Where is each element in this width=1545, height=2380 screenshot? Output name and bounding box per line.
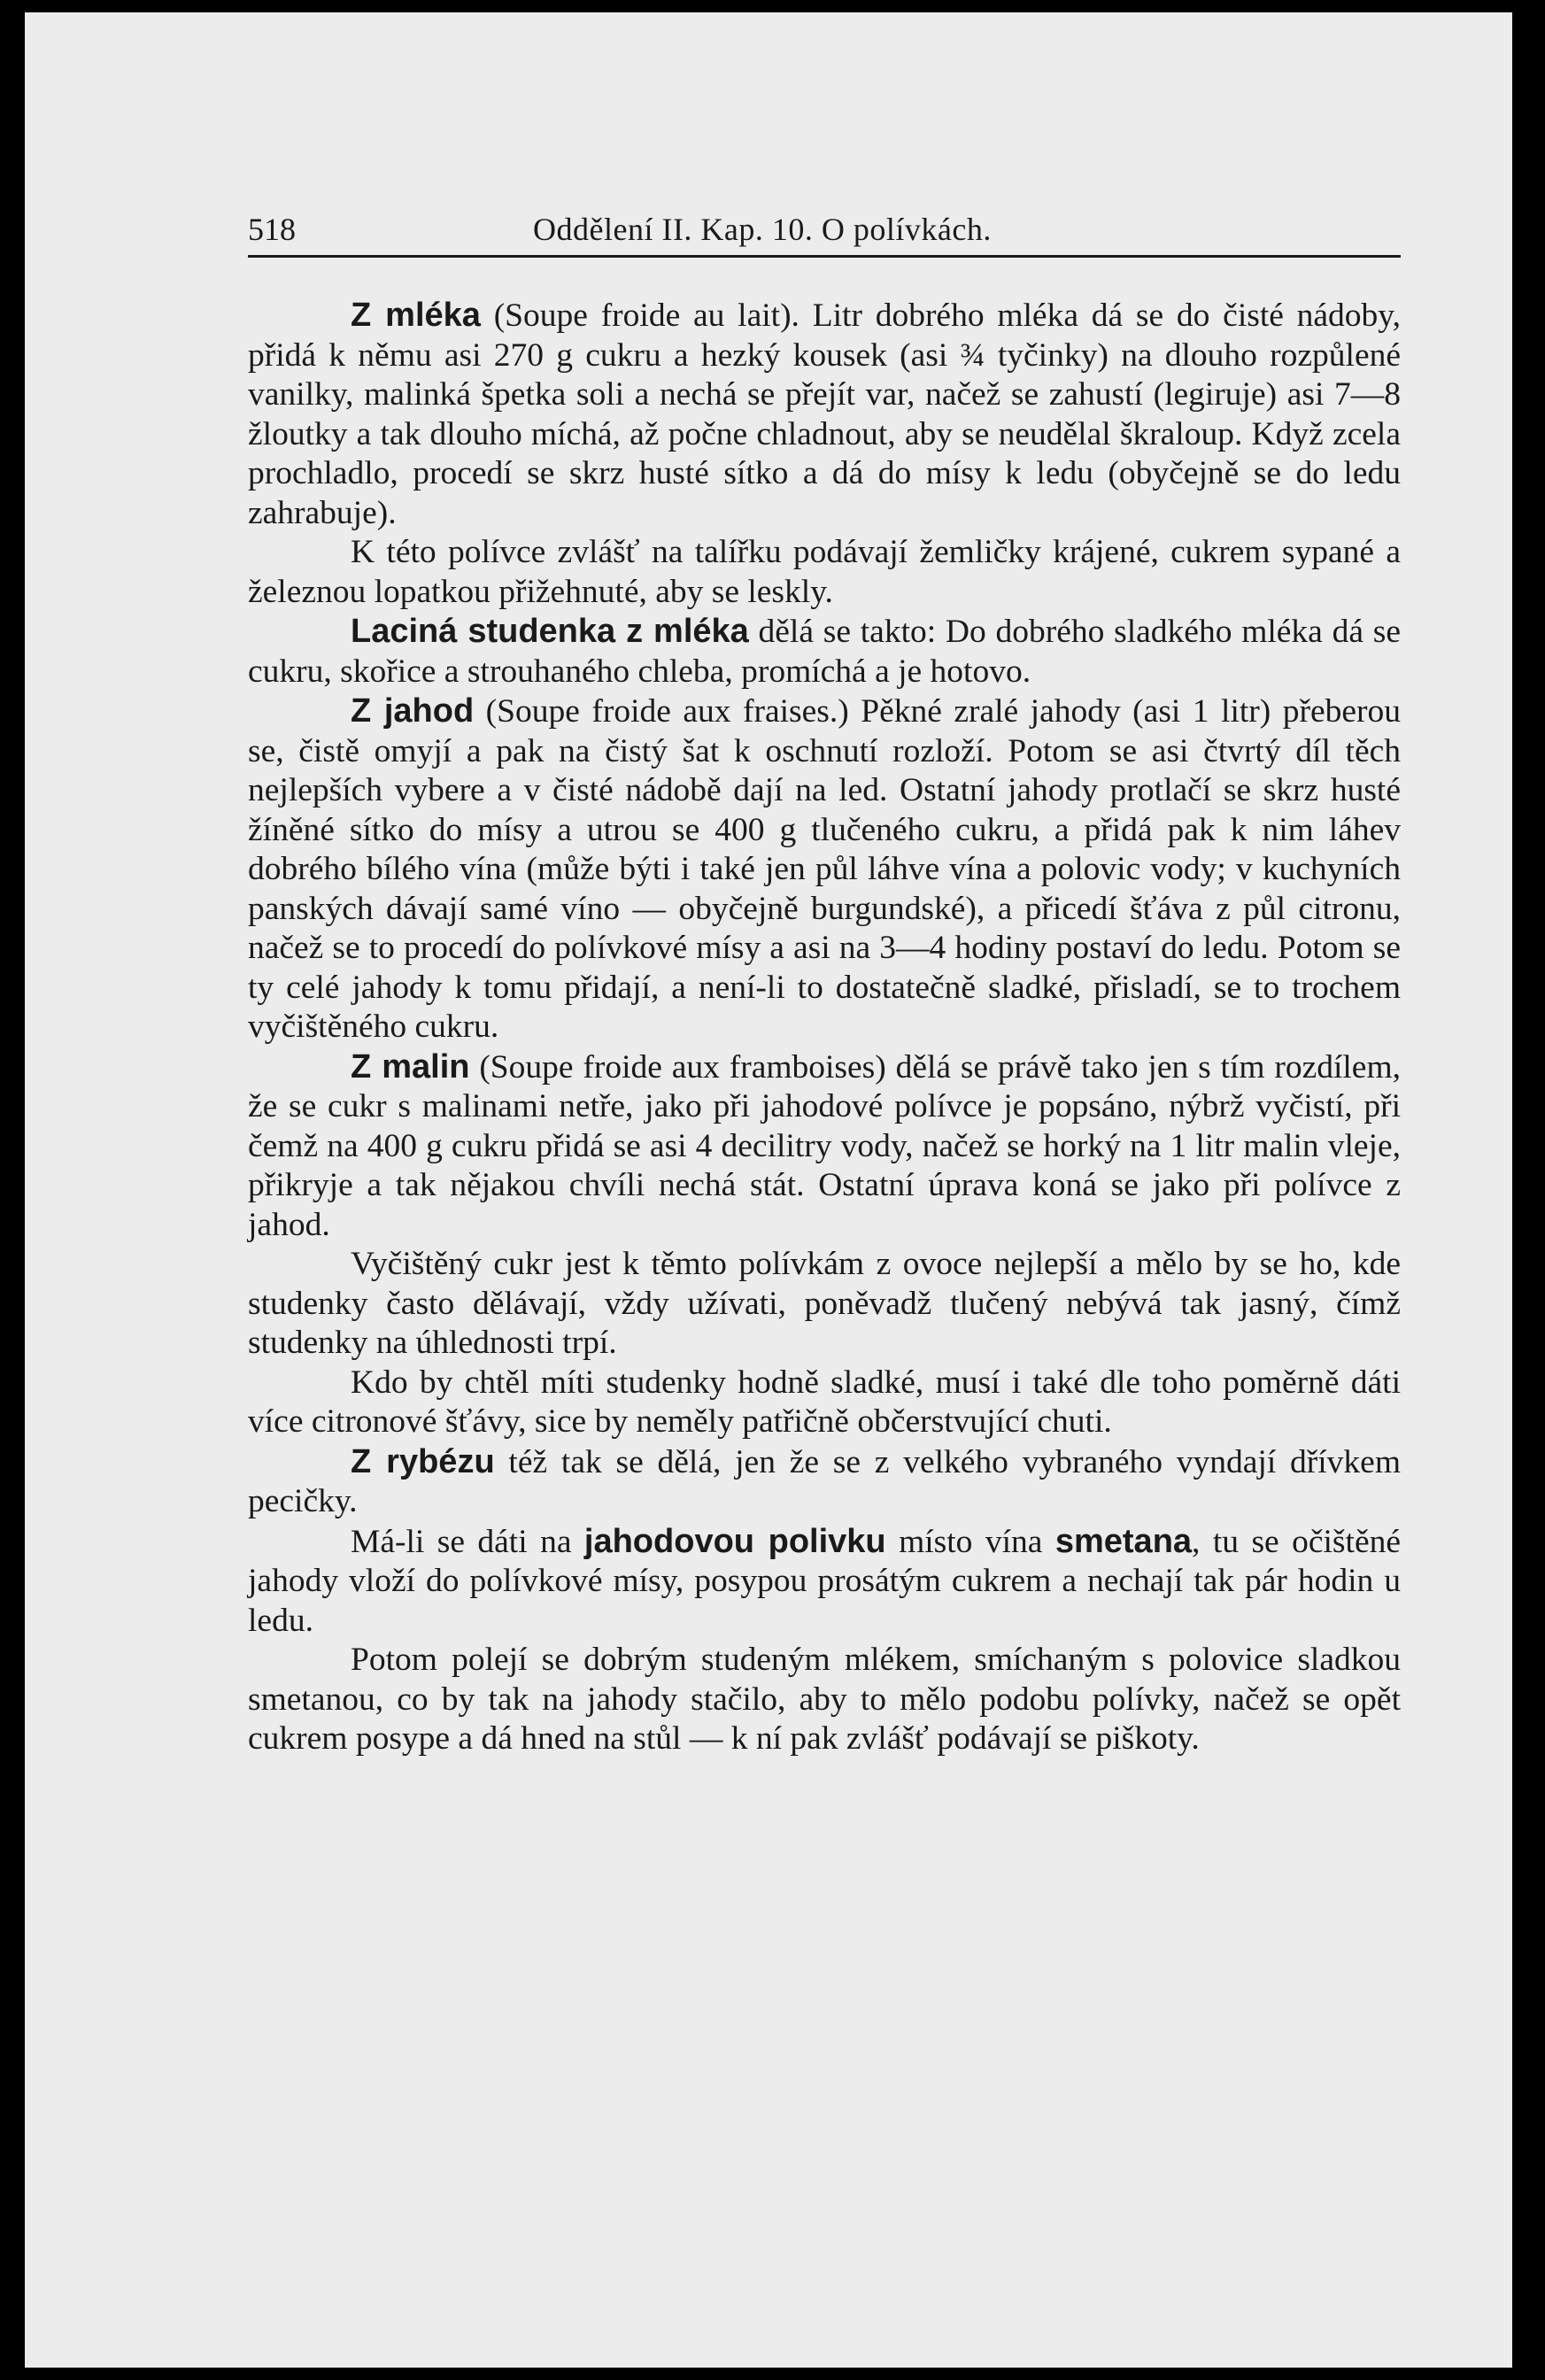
paragraph-text: Kdo by chtěl míti studenky hodně sladké, musí i také dle toho poměrně dáti více citronové šťávy, sice by neměly patřičně občerstvující chuti. <box>248 1364 1401 1440</box>
paragraph-text: (Soupe froide aux fraises.) Pěkné zralé jahody (asi 1 litr) přeberou se, čistě omyjí a pak na čistý šat k oschnutí rozloží. Potom se asi čtvrtý díl těch nejlepších vybere a v čisté nádobě dají na led. Ostatní jahody protlačí se skrz husté žíněné sítko do mísy a utrou se 400 g tlučeného cukru, a přidá pak k nim láhev dobrého bílého vína (může býti i také jen půl láhve vína a polovic vody; v kuchyních panských dávají samé víno — obyčejně burgundské), a přicedí šťáva z půl citronu, načež se to procedí do polívkové mísy a asi na 3—4 hodiny postaví do ledu. Potom se ty celé jahody k tomu přidají, a není-li to dostatečně sladké, přisladí, se to trochem vyčištěného cukru. <box>248 693 1401 1045</box>
paragraph-text: , tu se očištěné jahody vloží do polívkové mísy, posypou prosátým cukrem a nechají tak pár hodin u ledu. <box>248 1523 1401 1639</box>
paragraph-text: Vyčištěný cukr jest k těmto polívkám z ovoce nejlepší a mělo by se ho, kde studenky často dělávají, vždy užívati, poněvadž tlučený nebývá tak jasný, čímž studenky na úhlednosti trpí. <box>248 1246 1401 1361</box>
paragraph-jahodova-smetana <box>248 1522 1401 1642</box>
paragraph-text: místo vína <box>885 1523 1055 1560</box>
page-body <box>248 296 1401 1759</box>
paragraph-text: též tak se dělá, jen že se z velkého vybraného vyndají dřívkem pecičky. <box>248 1443 1401 1519</box>
paragraph-text: Má-li se dáti na <box>351 1523 584 1560</box>
running-title: Oddělení II. Kap. 10. O polívkách. <box>533 212 992 247</box>
paragraph-text: K této polívce zvlášť na talířku podávají žemličky krájené, cukrem sypané a železnou lopatkou přižehnuté, aby se leskly. <box>248 534 1401 610</box>
paragraph-text: Potom polejí se dobrým studeným mlékem, smíchaným s polovice sladkou smetanou, co by tak na jahody stačilo, aby to mělo podobu polívky, načež se opět cukrem posype a dá hned na stůl — k ní pak zvlášť podávají se piškoty. <box>248 1642 1401 1757</box>
highlight-term: jahodovou polivku <box>583 1522 886 1560</box>
page-header <box>248 205 1401 258</box>
paragraph-z-rybezu <box>248 1442 1401 1522</box>
paragraph-z-malin <box>248 1047 1401 1246</box>
recipe-title: Laciná studenka z mléka <box>351 613 749 650</box>
paragraph-lacina-studenka <box>248 612 1401 692</box>
paragraph-z-mleka <box>248 296 1401 533</box>
paragraph-potom-poleji <box>248 1641 1401 1759</box>
recipe-title: Z malin <box>351 1047 470 1086</box>
recipe-title: Z jahod <box>351 692 475 730</box>
paragraph-text: dělá se takto: Do dobrého sladkého mléka dá se cukru, skořice a strouhaného chleba, promíchá a je hotovo. <box>248 614 1401 690</box>
paragraph-sweetness-note <box>248 1364 1401 1442</box>
paragraph-z-jahod <box>248 692 1401 1047</box>
page-number: 518 <box>248 212 296 247</box>
paragraph-serving-note <box>248 533 1401 612</box>
highlight-term: smetana <box>1054 1522 1193 1560</box>
recipe-title: Z mléka <box>351 297 481 334</box>
recipe-title: Z rybézu <box>351 1442 495 1480</box>
book-page <box>25 12 1512 2368</box>
paragraph-text: (Soupe froide aux framboises) dělá se právě tako jen s tím rozdílem, že se cukr s malinami netře, jako při jahodové polívce je popsáno, nýbrž vyčistí, při čemž na 400 g cukru přidá se asi 4 decilitry vody, načež se horký na 1 litr malin vleje, přikryje a tak nějakou chvíli nechá stát. Ostatní úprava koná se jako při polívce z jahod. <box>248 1048 1401 1243</box>
paragraph-sugar-note <box>248 1245 1401 1364</box>
paragraph-text: (Soupe froide au lait). Litr dobrého mléka dá se do čisté nádoby, přidá k němu asi 270 g cukru a hezký kousek (asi ¾ tyčinky) na dlouho rozpůlené vanilky, malinká špetka soli a nechá se přejít var, načež se zahustí (legiruje) asi 7—8 žloutky a tak dlouho míchá, až počne chladnout, aby se neudělal škraloup. Když zcela prochladlo, procedí se skrz husté sítko a dá do mísy k ledu (obyčejně se do ledu zahrabuje). <box>248 298 1401 531</box>
